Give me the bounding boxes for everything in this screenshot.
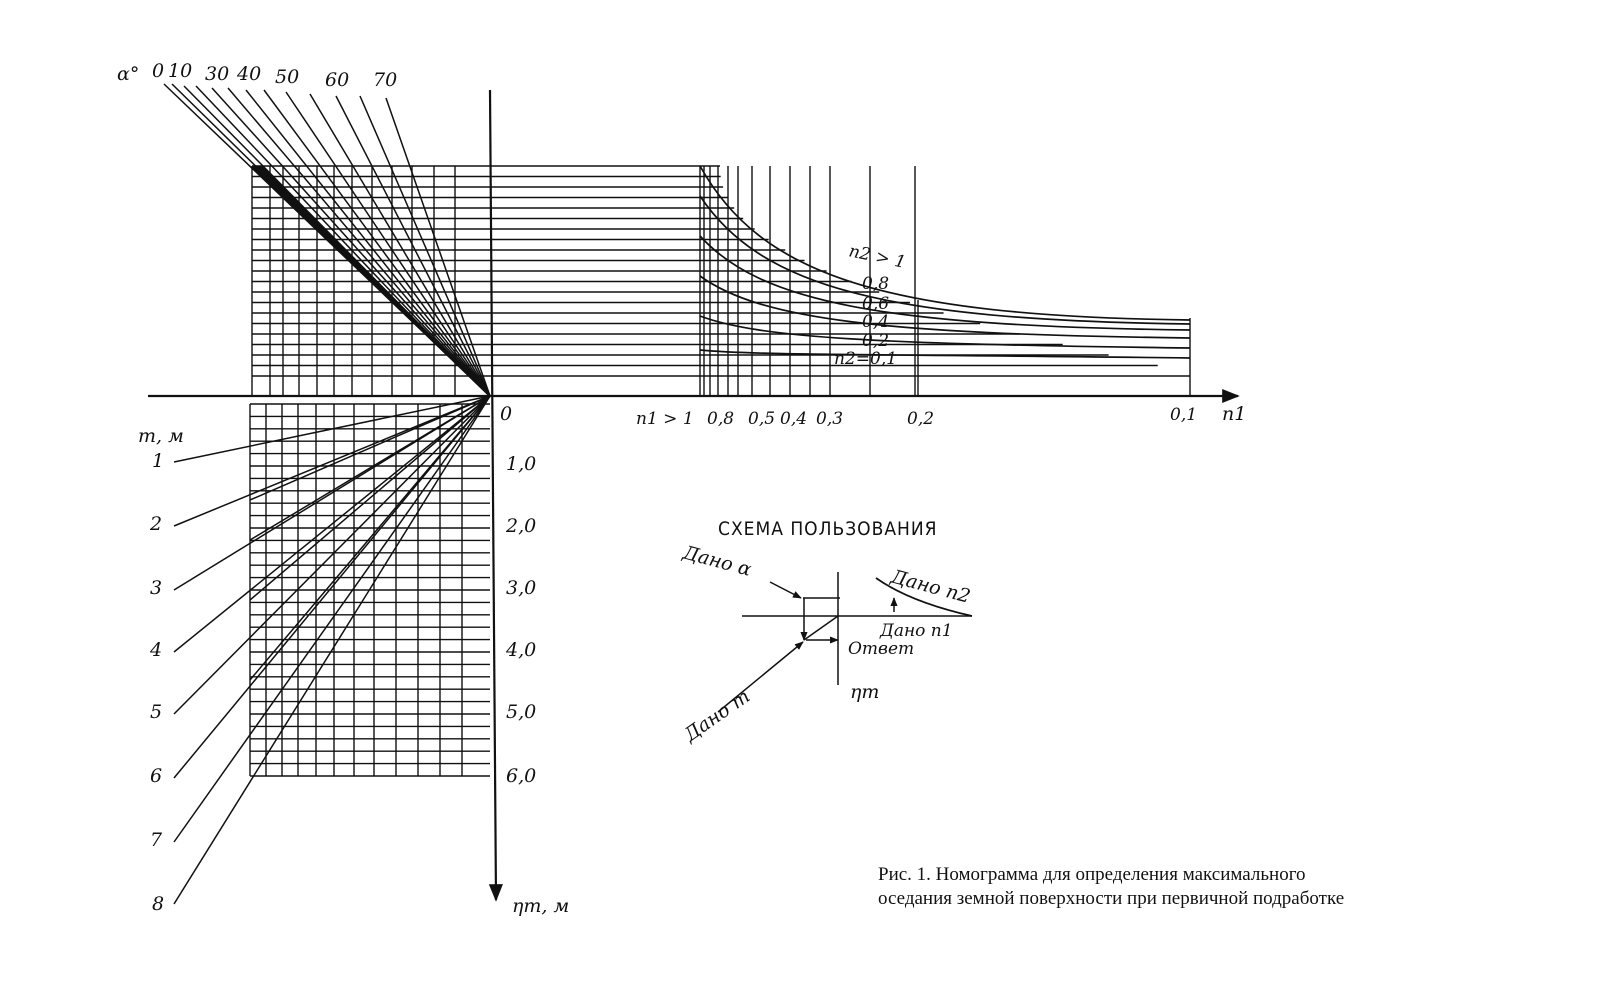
m-tick-5: 5 <box>150 701 163 723</box>
scheme-alpha-pointer <box>770 582 801 598</box>
alpha-tick-30: 30 <box>205 63 230 85</box>
n2-label-0-4: 0,4 <box>862 312 890 332</box>
alpha-tick-60: 60 <box>325 69 350 91</box>
n2-curve <box>700 350 1190 358</box>
eta-tick-0: 0 <box>500 403 513 425</box>
scheme-given-n2: Дано n2 <box>888 565 973 608</box>
m-tick-2: 2 <box>150 513 163 535</box>
alpha-ray <box>212 88 490 396</box>
n1-tick-gt1: n1 > 1 <box>636 409 694 429</box>
m-rays <box>174 396 490 904</box>
alpha-tick-40: 40 <box>237 63 262 85</box>
alpha-ray <box>196 86 490 396</box>
scheme-given-alpha: Дано α <box>680 541 754 581</box>
eta-tick-1: 1,0 <box>506 453 537 475</box>
scheme-given-n1: Дано n1 <box>880 621 953 641</box>
eta-tick-2: 2,0 <box>506 515 537 537</box>
alpha-ray <box>228 88 490 396</box>
scheme-eta: ηm <box>850 681 880 703</box>
scheme-diagonal <box>804 616 838 640</box>
m-tick-6: 6 <box>150 765 163 787</box>
m-tick-4: 4 <box>150 639 163 661</box>
eta-tick-6: 6,0 <box>506 765 537 787</box>
m-ray <box>174 396 490 842</box>
n2-label-0-8: 0,8 <box>862 274 890 294</box>
n2-label-0-2: 0,2 <box>862 331 890 351</box>
n1-tick-0-3: 0,3 <box>816 409 844 429</box>
m-tick-7: 7 <box>150 829 163 851</box>
m-ray <box>174 396 490 714</box>
alpha-tick-10: 10 <box>168 60 193 82</box>
m-tick-3: 3 <box>150 577 163 599</box>
n1-tick-0-8: 0,8 <box>707 409 735 429</box>
n1-axis-label: n1 <box>1222 403 1247 425</box>
n2-label-0-1: n2=0,1 <box>834 349 898 369</box>
n2-label-0-6: 0,6 <box>862 294 890 314</box>
m-axis-label: m, м <box>138 425 184 447</box>
n1-tick-0-4: 0,4 <box>780 409 808 429</box>
alpha-tick-50: 50 <box>275 66 300 88</box>
m-ray-aux <box>250 396 490 600</box>
eta-axis-label: ηm, м <box>512 895 570 917</box>
vertical-axis <box>490 90 496 900</box>
caption-line-2: оседания земной поверхности при первичной подработке <box>878 888 1345 909</box>
n1-tick-0-5: 0,5 <box>748 409 776 429</box>
scheme-title: СХЕМА ПОЛЬЗОВАНИЯ <box>718 518 938 540</box>
n2-curve <box>700 316 1190 348</box>
n-curve-region <box>700 166 1190 396</box>
n2-label-gt1: n2 > 1 <box>846 241 908 273</box>
alpha-axis-label: α° <box>117 63 140 85</box>
eta-tick-4: 4,0 <box>506 639 537 661</box>
usage-scheme <box>679 518 972 747</box>
n1-tick-0-2: 0,2 <box>907 409 935 429</box>
alpha-tick-0: 0 <box>152 60 165 82</box>
scheme-given-m: Дано m <box>680 685 755 747</box>
m-ray-aux <box>250 396 490 540</box>
m-ray <box>174 396 490 526</box>
n1-tick-0-1: 0,1 <box>1170 405 1198 425</box>
m-ray <box>174 396 490 652</box>
m-ray <box>174 396 490 904</box>
caption-line-1: Рис. 1. Номограмма для определения максимального <box>878 864 1306 885</box>
m-tick-8: 8 <box>152 893 165 915</box>
m-tick-1: 1 <box>152 450 165 472</box>
scheme-answer: Ответ <box>848 639 915 659</box>
n2-curve <box>700 166 1190 320</box>
eta-tick-5: 5,0 <box>506 701 537 723</box>
alpha-ray <box>336 96 490 396</box>
eta-tick-3: 3,0 <box>506 577 537 599</box>
alpha-tick-70: 70 <box>373 69 398 91</box>
upper-middle-grid <box>490 166 700 376</box>
